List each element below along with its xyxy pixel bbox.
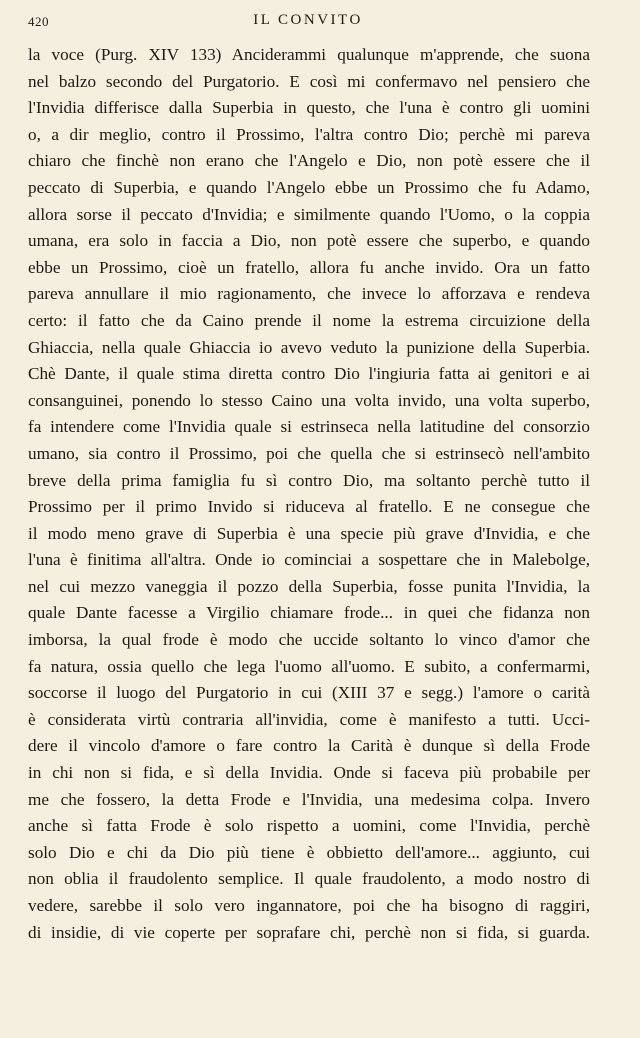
text-line: solo Dio e chi da Dio più tiene è obbietto dell'amore... aggiunto, cui — [28, 842, 590, 862]
running-title: IL CONVITO — [253, 12, 363, 28]
text-line: l'una è finitima all'altra. Onde io cominciai a sospettare che in Malebolge, — [28, 550, 590, 570]
body-text — [28, 42, 590, 946]
text-line: anche sì fatta Frode è solo rispetto a uomini, come l'Invidia, perchè — [28, 816, 590, 836]
text-line: Chè Dante, il quale stima diretta contro Dio l'ingiuria fatta ai genitori e ai — [28, 364, 590, 384]
text-line: vedere, sarebbe il solo vero ingannatore, poi che ha bisogno di raggiri, — [28, 896, 590, 915]
text-line: l'Invidia differisce dalla Superbia in questo, che l'una è contro gli uomini — [28, 98, 590, 118]
text-line: ebbe un Prossimo, cioè un fratello, allora fu anche invido. Ora un fatto — [28, 257, 590, 277]
page-number: 420 — [28, 14, 49, 29]
text-line: umano, sia contro il Prossimo, poi che quella che si estrinsecò nell'ambito — [28, 443, 590, 463]
text-line: la voce (Purg. XIV 133) Anciderammi qualunque m'apprende, che suona — [28, 45, 590, 64]
text-line: Ghiaccia, nella quale Ghiaccia io avevo veduto la punizione della Superbia. — [28, 337, 590, 357]
text-line: umana, era solo in faccia a Dio, non potè essere che superbo, e quando — [28, 231, 590, 251]
text-line: non oblia il fraudolento semplice. Il quale fraudolento, a modo nostro di — [28, 869, 590, 889]
page-header — [28, 12, 588, 36]
text-line: certo: il fatto che da Caino prende il nome la estrema circuizione della — [28, 310, 590, 330]
text-line: allora sorse il peccato d'Invidia; e similmente quando l'Uomo, o la coppia — [28, 204, 590, 224]
text-line: imborsa, la qual frode è modo che uccide soltanto lo vinco d'amor che — [28, 630, 590, 650]
text-line: pareva annullare il mio ragionamento, che invece lo afforzava e rendeva — [28, 284, 590, 304]
text-line: me che fossero, la detta Frode e l'Invidia, una medesima colpa. Invero — [28, 789, 590, 809]
text-line: il modo meno grave di Superbia è una specie più grave d'Invidia, e che — [28, 523, 590, 543]
text-line: Prossimo per il primo Invido si riduceva al fratello. E ne consegue che — [28, 497, 590, 517]
text-line: fa intendere come l'Invidia quale si estrinseca nella latitudine del consorzio — [28, 417, 590, 437]
text-line: chiaro che finchè non erano che l'Angelo e Dio, non potè essere che il — [28, 151, 590, 171]
text-line: fa natura, ossia quello che lega l'uomo all'uomo. E subito, a confermarmi, — [28, 656, 590, 676]
text-line: dere il vincolo d'amore o fare contro la Carità è dunque sì della Frode — [28, 736, 590, 756]
text-line: o, a dir meglio, contro il Prossimo, l'altra contro Dio; perchè mi pareva — [28, 124, 590, 144]
text-line: nel cui mezzo vaneggia il pozzo della Superbia, fosse punita l'Invidia, la — [28, 576, 590, 596]
text-line: soccorse il luogo del Purgatorio in cui (XIII 37 e segg.) l'amore o carità — [28, 683, 590, 703]
text-line: breve della prima famiglia fu sì contro Dio, ma soltanto perchè tutto il — [28, 470, 590, 490]
text-line: quale Dante facesse a Virgilio chiamare frode... in quei che fidanza non — [28, 603, 590, 623]
text-line: è considerata virtù contraria all'invidia, come è manifesto a tutti. Ucci- — [28, 709, 590, 729]
text-line: consanguinei, ponendo lo stesso Caino una volta invido, una volta superbo, — [28, 390, 590, 410]
text-line: in chi non si fida, e sì della Invidia. Onde si faceva più probabile per — [28, 763, 590, 783]
text-line: di insidie, di vie coperte per soprafare chi, perchè non si fida, si guarda. — [28, 922, 590, 942]
text-line: nel balzo secondo del Purgatorio. E così mi confermavo nel pensiero che — [28, 71, 590, 91]
text-line: peccato di Superbia, e quando l'Angelo ebbe un Prossimo che fu Adamo, — [28, 177, 590, 197]
